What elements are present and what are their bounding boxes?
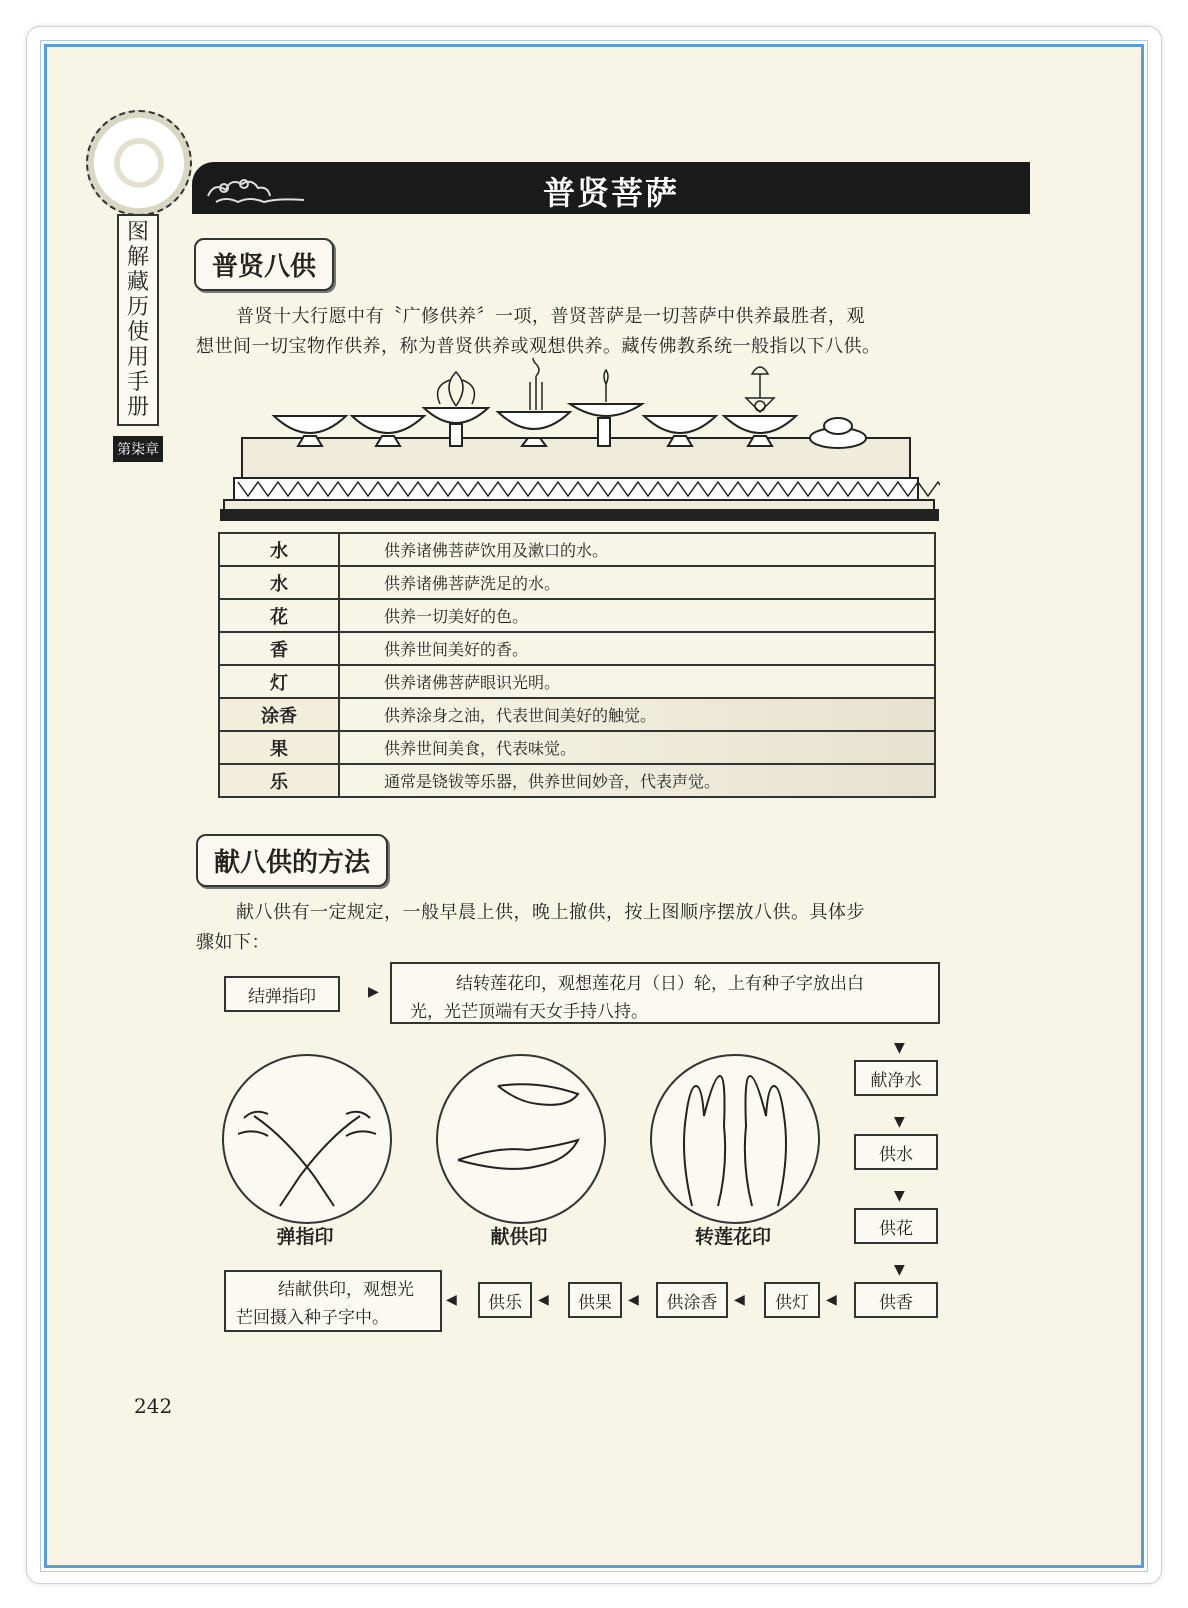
offering-name: 花 [219, 599, 339, 632]
arrow-down-icon: ▼ [894, 1114, 905, 1130]
step-snap-finger-mudra: 结弹指印 [224, 976, 340, 1012]
arrow-down-icon: ▼ [894, 1040, 905, 1056]
offering-desc: 供养世间美食，代表味觉。 [339, 731, 935, 764]
section-heading-method: 献八供的方法 [196, 834, 388, 887]
method-paragraph-line1: 献八供有一定规定，一般早晨上供，晚上撤供，按上图顺序摆放八供。具体步 [236, 902, 865, 923]
mudra-label: 弹指印 [276, 1226, 334, 1248]
vtitle-char: 手 [126, 369, 149, 395]
arrow-left-icon: ◀ [538, 1292, 549, 1308]
offerings-table [218, 532, 936, 798]
method-paragraph-line2: 骤如下： [196, 932, 270, 953]
vtitle-char: 藏 [126, 269, 149, 295]
step-offer-water: 供水 [854, 1134, 938, 1170]
step-offer-music: 供乐 [478, 1282, 532, 1318]
step-offer-perfume: 供涂香 [656, 1282, 728, 1318]
offering-name: 水 [219, 533, 339, 566]
offering-hands-icon [438, 1056, 604, 1222]
offering-desc: 供养诸佛菩萨眼识光明。 [339, 665, 935, 698]
offering-name: 果 [219, 731, 339, 764]
vtitle-char: 历 [126, 294, 149, 320]
emblem-icon [86, 110, 192, 216]
table-row [219, 731, 935, 764]
vtitle-char: 解 [126, 244, 149, 270]
crossed-hands-icon [224, 1056, 390, 1222]
arrow-left-icon: ◀ [734, 1292, 745, 1308]
mudra-label: 献供印 [490, 1226, 548, 1248]
vtitle-char: 用 [126, 344, 149, 370]
offering-desc: 供养一切美好的色。 [339, 599, 935, 632]
mudra-lotus-illustration [650, 1054, 820, 1224]
table-row [219, 632, 935, 665]
arrow-down-icon: ▼ [894, 1188, 905, 1204]
step-offer-fruit: 供果 [568, 1282, 622, 1318]
mudra-label: 转莲花印 [694, 1226, 771, 1248]
page-number: 242 [134, 1394, 173, 1418]
altar-illustration [220, 358, 940, 526]
raised-palms-icon [652, 1056, 818, 1222]
section-heading-puxian-offerings: 普贤八供 [194, 238, 334, 291]
page-title: 普贤菩萨 [542, 174, 679, 212]
offering-name: 乐 [219, 764, 339, 797]
step-offer-flower: 供花 [854, 1208, 938, 1244]
offering-desc: 供养诸佛菩萨饮用及漱口的水。 [339, 533, 935, 566]
step-offer-incense: 供香 [854, 1282, 938, 1318]
mudra-snap-illustration [222, 1054, 392, 1224]
step1-desc-line1: 结转莲花印，观想莲花月（日）轮，上有种子字放出白 [456, 974, 864, 994]
offering-name: 灯 [219, 665, 339, 698]
offering-name: 涂香 [219, 698, 339, 731]
table-row [219, 566, 935, 599]
arrow-left-icon: ◀ [446, 1292, 457, 1308]
title-banner [192, 162, 1030, 214]
step-offer-lamp: 供灯 [764, 1282, 820, 1318]
table-row [219, 665, 935, 698]
intro-paragraph-line2: 想世间一切宝物作供养，称为普贤供养或观想供养。藏传佛教系统一般指以下八供。 [196, 336, 881, 357]
step-offer-clean-water: 献净水 [854, 1060, 938, 1096]
intro-paragraph-line1: 普贤十大行愿中有〝广修供养〞一项，普贤菩萨是一切菩萨中供养最胜者，观 [236, 306, 865, 327]
final-line2: 芒回摄入种子字中。 [236, 1308, 389, 1328]
chapter-label: 第柒章 [113, 436, 163, 462]
vtitle-char: 图 [126, 219, 149, 245]
arrow-left-icon: ◀ [628, 1292, 639, 1308]
offering-name: 香 [219, 632, 339, 665]
step1-desc-line2: 光，光芒顶端有天女手持八持。 [410, 1002, 648, 1022]
arrow-left-icon: ◀ [826, 1292, 837, 1308]
step1-description [390, 962, 940, 1024]
vtitle-char: 使 [126, 319, 149, 345]
vertical-book-title [117, 214, 159, 426]
offering-desc: 通常是铙钹等乐器，供养世间妙音，代表声觉。 [339, 764, 935, 797]
mudra-offering-illustration [436, 1054, 606, 1224]
offering-desc: 供养涂身之油，代表世间美好的触觉。 [339, 698, 935, 731]
final-step-description [224, 1270, 442, 1332]
offering-name: 水 [219, 566, 339, 599]
table-row [219, 599, 935, 632]
table-row [219, 533, 935, 566]
vtitle-char: 册 [126, 394, 149, 420]
final-line1: 结献供印，观想光 [278, 1280, 414, 1300]
table-row [219, 764, 935, 797]
offering-desc: 供养世间美好的香。 [339, 632, 935, 665]
arrow-right-icon: ▶ [368, 984, 379, 1000]
offering-desc: 供养诸佛菩萨洗足的水。 [339, 566, 935, 599]
table-row [219, 698, 935, 731]
arrow-down-icon: ▼ [894, 1262, 905, 1278]
